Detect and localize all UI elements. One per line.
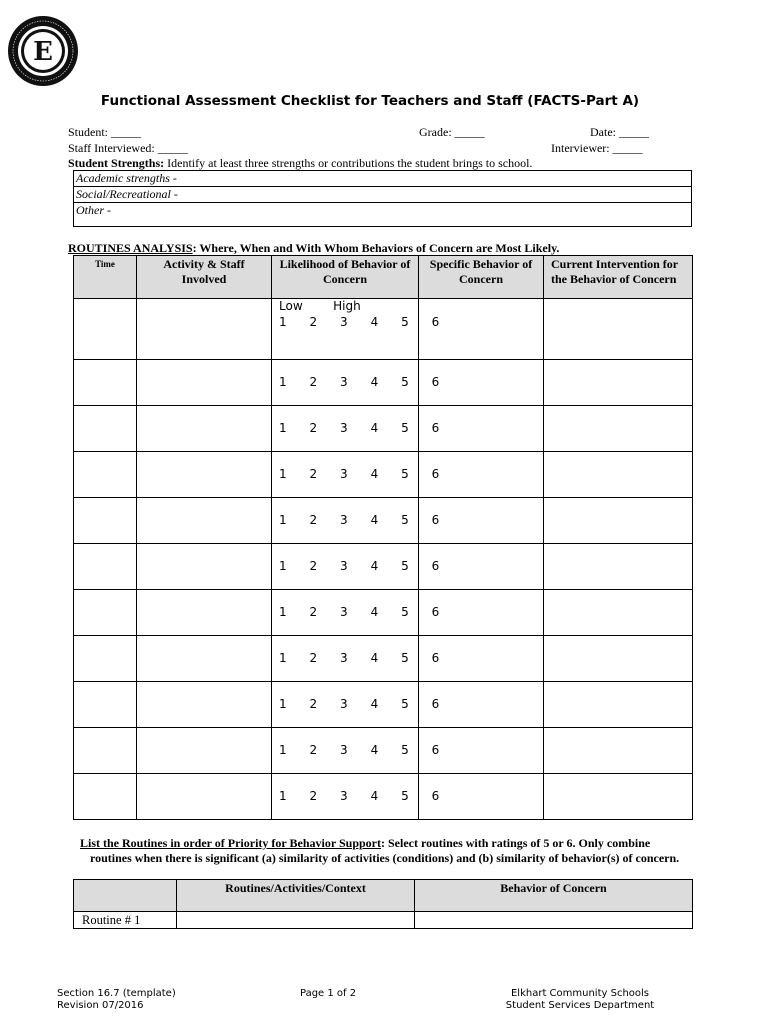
school-seal-icon bbox=[7, 15, 79, 87]
activity-cell[interactable] bbox=[137, 360, 272, 406]
table-row bbox=[74, 498, 693, 544]
rating-scale: 1 2 3 4 5 6 bbox=[279, 743, 440, 757]
time-cell[interactable] bbox=[74, 406, 137, 452]
date-field[interactable]: Date: _____ bbox=[590, 125, 649, 139]
col-activity: Activity & Staff Involved bbox=[137, 256, 272, 299]
strengths-instruction: Identify at least three strengths or contributions the student brings to school. bbox=[164, 156, 533, 170]
rating-scale: 1 2 3 4 5 6 bbox=[279, 314, 440, 329]
activity-cell[interactable] bbox=[137, 299, 272, 360]
table-row bbox=[74, 774, 693, 820]
table-row bbox=[74, 299, 693, 360]
intervention-cell[interactable] bbox=[544, 682, 693, 728]
strengths-label: Student Strengths: bbox=[68, 156, 165, 170]
footer-section: Section 16.7 (template) bbox=[57, 988, 176, 999]
grade-field[interactable]: Grade: _____ bbox=[419, 125, 485, 139]
intervention-cell[interactable] bbox=[544, 498, 693, 544]
activity-cell[interactable] bbox=[137, 728, 272, 774]
footer-left bbox=[57, 988, 176, 1012]
table-row bbox=[74, 544, 693, 590]
likelihood-cell[interactable] bbox=[272, 452, 440, 498]
footer-org: Elkhart Community Schools bbox=[510, 988, 650, 999]
routine-number-label: Routine # 1 bbox=[74, 912, 177, 929]
academic-strengths-field[interactable]: Academic strengths - bbox=[74, 171, 691, 187]
col-likelihood: Likelihood of Behavior of Concern bbox=[272, 256, 419, 299]
col-specific-behavior: Specific Behavior of Concern bbox=[419, 256, 544, 299]
routines-heading-text: : Where, When and With Whom Behaviors of Concern are Most Likely. bbox=[192, 241, 560, 255]
time-cell[interactable] bbox=[74, 544, 137, 590]
student-field[interactable]: Student: _____ bbox=[68, 125, 142, 139]
likelihood-cell[interactable] bbox=[272, 590, 440, 636]
table-row bbox=[74, 912, 693, 929]
routines-heading-label: ROUTINES ANALYSIS bbox=[68, 241, 193, 255]
priority-label: List the Routines in order of Priority for Behavior Support bbox=[80, 836, 381, 850]
priority-line1-text: : Select routines with ratings of 5 or 6. Only combine bbox=[381, 836, 651, 850]
specific-behavior-cell[interactable] bbox=[419, 299, 544, 360]
social-recreational-field[interactable]: Social/Recreational - bbox=[74, 187, 691, 203]
intervention-cell[interactable] bbox=[544, 544, 693, 590]
time-cell[interactable] bbox=[74, 728, 137, 774]
rating-scale: 1 2 3 4 5 6 bbox=[279, 375, 440, 389]
table-row bbox=[74, 682, 693, 728]
activity-cell[interactable] bbox=[137, 774, 272, 820]
rating-scale: 1 2 3 4 5 6 bbox=[279, 789, 440, 803]
col-current-intervention: Current Intervention for the Behavior of Concern bbox=[544, 256, 693, 299]
activity-cell[interactable] bbox=[137, 452, 272, 498]
intervention-cell[interactable] bbox=[544, 452, 693, 498]
footer-page-number: Page 1 of 2 bbox=[300, 988, 357, 999]
time-cell[interactable] bbox=[74, 498, 137, 544]
table-row bbox=[74, 590, 693, 636]
activity-cell[interactable] bbox=[137, 498, 272, 544]
page-title: Functional Assessment Checklist for Teachers and Staff (FACTS-Part A) bbox=[100, 93, 640, 109]
school-logo bbox=[7, 15, 79, 87]
col-time: Time bbox=[74, 256, 137, 299]
activity-cell[interactable] bbox=[137, 406, 272, 452]
activity-cell[interactable] bbox=[137, 682, 272, 728]
routine-behavior-cell[interactable] bbox=[415, 912, 693, 929]
activity-cell[interactable] bbox=[137, 544, 272, 590]
rating-scale: 1 2 3 4 5 6 bbox=[279, 605, 440, 619]
rating-scale: 1 2 3 4 5 6 bbox=[279, 559, 440, 573]
time-cell[interactable] bbox=[74, 682, 137, 728]
logo-letter: E bbox=[33, 37, 53, 67]
priority-header-row bbox=[74, 880, 693, 912]
likelihood-cell[interactable] bbox=[272, 682, 440, 728]
activity-cell[interactable] bbox=[137, 590, 272, 636]
time-cell[interactable] bbox=[74, 590, 137, 636]
intervention-cell[interactable] bbox=[544, 774, 693, 820]
table-row bbox=[74, 406, 693, 452]
routines-analysis-heading bbox=[68, 241, 559, 256]
intervention-cell[interactable] bbox=[544, 406, 693, 452]
intervention-cell[interactable] bbox=[544, 299, 693, 360]
col-routines-activities-context: Routines/Activities/Context bbox=[177, 880, 415, 912]
table-row bbox=[74, 360, 693, 406]
rating-scale: 1 2 3 4 5 6 bbox=[279, 697, 440, 711]
intervention-cell[interactable] bbox=[544, 360, 693, 406]
time-cell[interactable] bbox=[74, 452, 137, 498]
priority-rest-text: routines when there is significant (a) similarity of activities (conditions) and (b) similarity of behavior(s) of concern. bbox=[90, 851, 680, 865]
time-cell[interactable] bbox=[74, 774, 137, 820]
interviewer-field[interactable]: Interviewer: _____ bbox=[551, 141, 643, 155]
time-cell[interactable] bbox=[74, 299, 137, 360]
footer-dept: Student Services Department bbox=[505, 1000, 655, 1011]
student-strengths-line bbox=[68, 156, 532, 171]
table-row bbox=[74, 728, 693, 774]
likelihood-cell[interactable] bbox=[272, 360, 440, 406]
time-cell[interactable] bbox=[74, 360, 137, 406]
priority-instructions bbox=[80, 836, 685, 866]
activity-cell[interactable] bbox=[137, 636, 272, 682]
routines-header-row bbox=[74, 256, 693, 299]
routines-table bbox=[73, 255, 693, 820]
intervention-cell[interactable] bbox=[544, 728, 693, 774]
table-row bbox=[74, 636, 693, 682]
likelihood-cell[interactable] bbox=[272, 498, 440, 544]
likelihood-cell[interactable] bbox=[272, 406, 440, 452]
footer-right bbox=[500, 988, 660, 1012]
rating-scale: 1 2 3 4 5 6 bbox=[279, 513, 440, 527]
likelihood-cell[interactable] bbox=[272, 774, 440, 820]
priority-blank-header bbox=[74, 880, 177, 912]
likelihood-cell[interactable] bbox=[272, 299, 440, 360]
likelihood-cell[interactable] bbox=[272, 636, 440, 682]
col-behavior-of-concern: Behavior of Concern bbox=[415, 880, 693, 912]
likelihood-cell[interactable] bbox=[272, 544, 440, 590]
routine-context-cell[interactable] bbox=[177, 912, 415, 929]
intervention-cell[interactable] bbox=[544, 590, 693, 636]
other-strengths-field[interactable]: Other - bbox=[76, 203, 111, 217]
footer-revision: Revision 07/2016 bbox=[57, 1000, 144, 1011]
priority-table bbox=[73, 879, 693, 929]
time-cell[interactable] bbox=[74, 636, 137, 682]
staff-interviewed-field[interactable]: Staff Interviewed: _____ bbox=[68, 141, 188, 155]
scale-low-high: Low High bbox=[279, 299, 361, 313]
likelihood-cell[interactable] bbox=[272, 728, 440, 774]
table-row bbox=[74, 452, 693, 498]
rating-scale: 1 2 3 4 5 6 bbox=[279, 467, 440, 481]
rating-scale: 1 2 3 4 5 6 bbox=[279, 651, 440, 665]
rating-scale: 1 2 3 4 5 6 bbox=[279, 421, 440, 435]
strengths-box bbox=[73, 170, 692, 227]
intervention-cell[interactable] bbox=[544, 636, 693, 682]
